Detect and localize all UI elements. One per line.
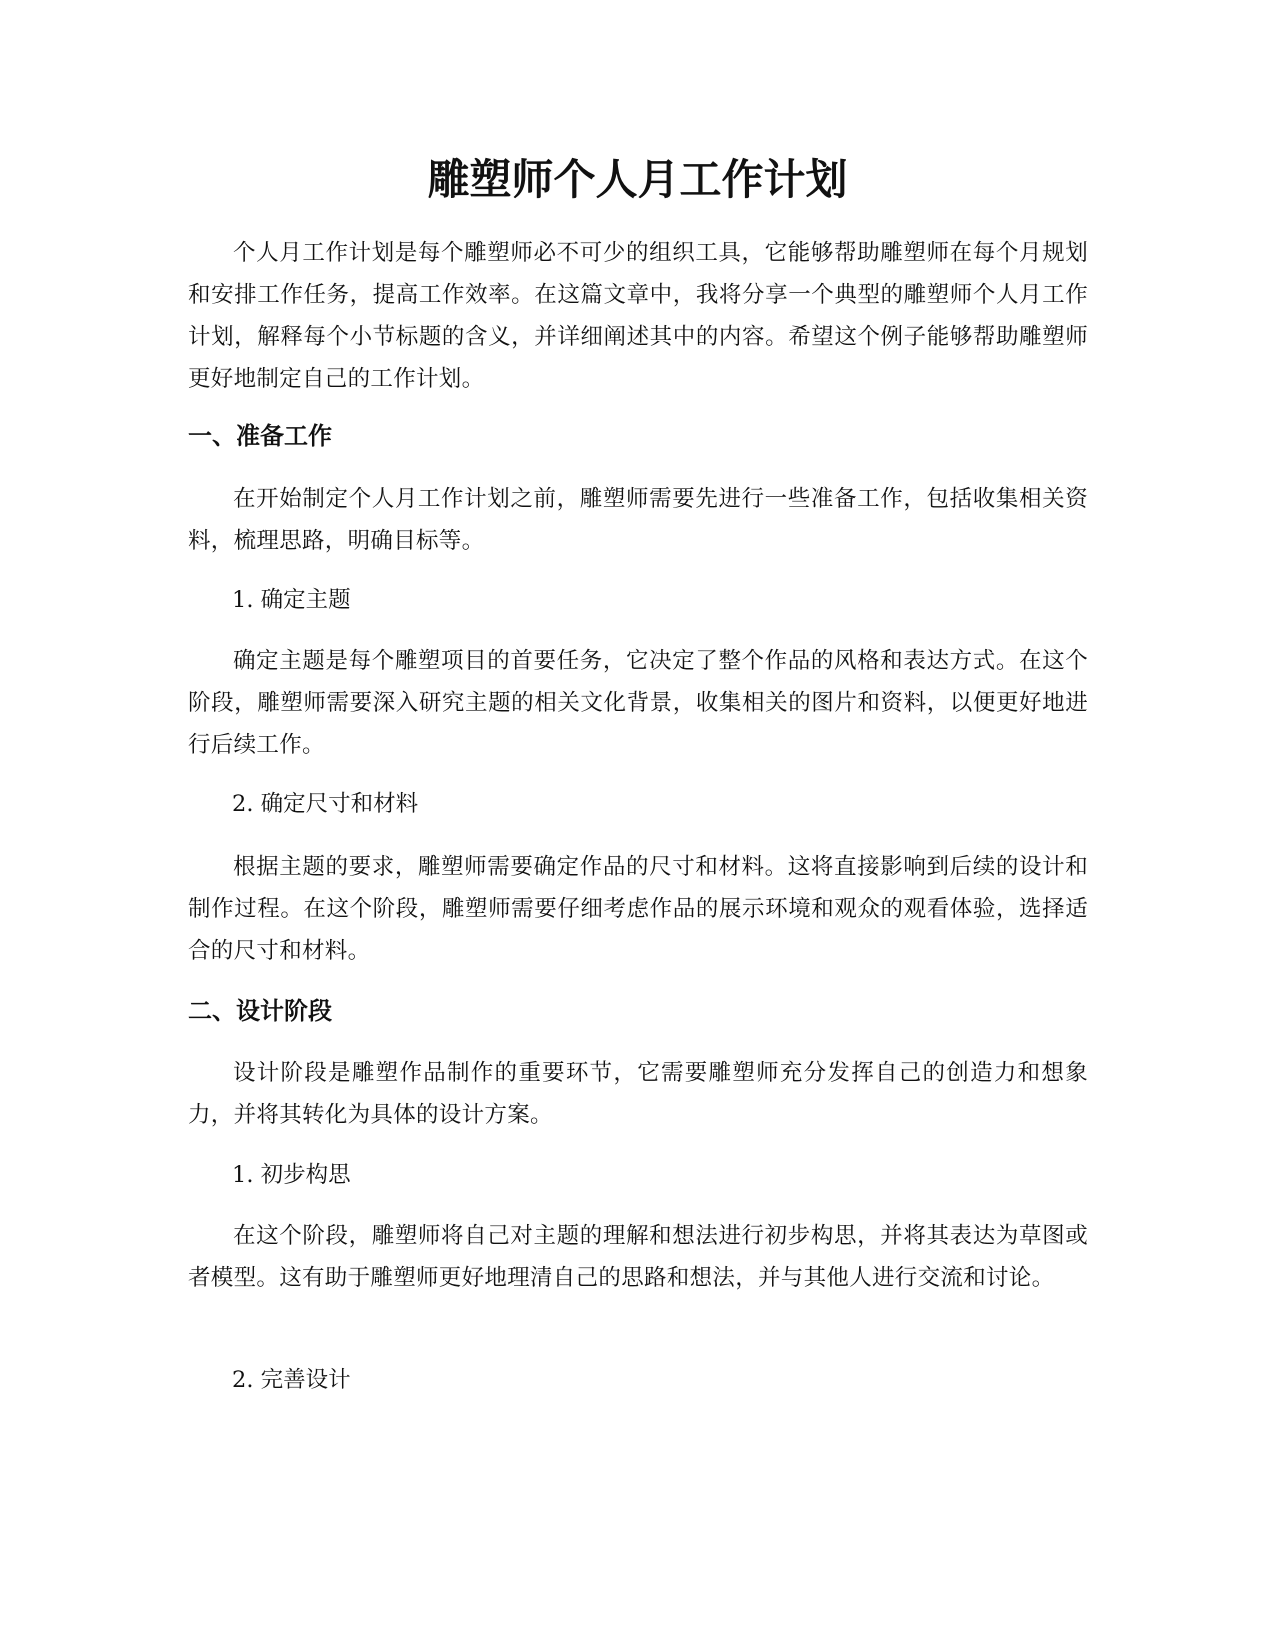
subsection-label: 2. 完善设计	[232, 1367, 351, 1393]
section-body: 设计阶段是雕塑作品制作的重要环节，它需要雕塑师充分发挥自己的创造力和想象力，并将其转化为具体的设计方案。	[188, 1060, 1088, 1128]
intro-paragraph: 个人月工作计划是每个雕塑师必不可少的组织工具，它能够帮助雕塑师在每个月规划和安排工作任务，提高工作效率。在这篇文章中，我将分享一个典型的雕塑师个人月工作计划，解释每个小节标题的含义，并详细阐述其中的内容。希望这个例子能够帮助雕塑师更好地制定自己的工作计划。	[188, 240, 1088, 392]
document-title: 雕塑师个人月工作计划	[427, 155, 848, 204]
section-heading: 一、准备工作	[188, 422, 332, 450]
subsection-text: 确定主题是每个雕塑项目的首要任务，它决定了整个作品的风格和表达方式。在这个阶段，雕塑师需要深入研究主题的相关文化背景，收集相关的图片和资料，以便更好地进行后续工作。	[188, 648, 1088, 758]
section-body: 在开始制定个人月工作计划之前，雕塑师需要先进行一些准备工作，包括收集相关资料，梳理思路，明确目标等。	[188, 486, 1088, 554]
subsection-text: 在这个阶段，雕塑师将自己对主题的理解和想法进行初步构思，并将其表达为草图或者模型。这有助于雕塑师更好地理清自己的思路和想法，并与其他人进行交流和讨论。	[188, 1223, 1088, 1291]
subsection-text: 根据主题的要求，雕塑师需要确定作品的尺寸和材料。这将直接影响到后续的设计和制作过程。在这个阶段，雕塑师需要仔细考虑作品的展示环境和观众的观看体验，选择适合的尺寸和材料。	[188, 854, 1088, 964]
subsection-label: 1. 确定主题	[232, 587, 351, 613]
subsection-label: 2. 确定尺寸和材料	[232, 791, 419, 817]
subsection-label: 1. 初步构思	[232, 1162, 351, 1188]
section-heading: 二、设计阶段	[188, 997, 332, 1025]
